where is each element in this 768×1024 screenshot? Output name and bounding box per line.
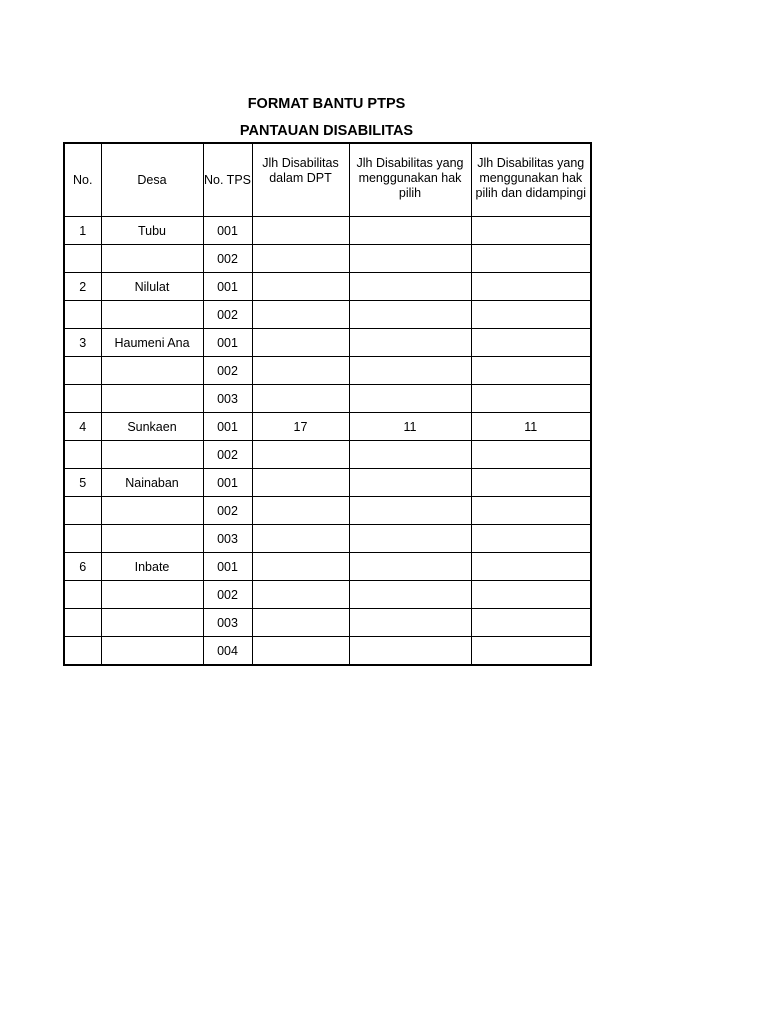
cell-didampingi [471,217,591,245]
cell-no: 2 [64,273,101,301]
cell-didampingi [471,525,591,553]
table-row [64,273,591,301]
cell-no-tps: 001 [203,217,252,245]
cell-hak-pilih: 11 [349,413,471,441]
cell-didampingi: 11 [471,413,591,441]
table-row [64,553,591,581]
cell-desa [101,581,203,609]
document-title: FORMAT BANTU PTPS [247,96,406,112]
cell-desa [101,609,203,637]
table-row [64,357,591,385]
cell-no-tps: 003 [203,385,252,413]
cell-no-tps: 003 [203,525,252,553]
table-row [64,637,591,666]
cell-desa [101,385,203,413]
cell-hak-pilih [349,525,471,553]
cell-didampingi [471,329,591,357]
cell-no-tps: 001 [203,273,252,301]
cell-dpt [252,245,349,273]
cell-no: 4 [64,413,101,441]
cell-no-tps: 002 [203,497,252,525]
header-desa: Desa [101,143,203,217]
table-row [64,301,591,329]
table-row [64,525,591,553]
document-subtitle: PANTAUAN DISABILITAS [239,123,414,139]
cell-hak-pilih [349,581,471,609]
cell-hak-pilih [349,329,471,357]
cell-dpt [252,357,349,385]
cell-no: 6 [64,553,101,581]
cell-hak-pilih [349,245,471,273]
cell-didampingi [471,469,591,497]
cell-no-tps: 001 [203,413,252,441]
cell-hak-pilih [349,441,471,469]
cell-desa [101,301,203,329]
cell-dpt [252,553,349,581]
cell-no-tps: 002 [203,245,252,273]
cell-desa: Sunkaen [101,413,203,441]
cell-didampingi [471,245,591,273]
cell-hak-pilih [349,357,471,385]
cell-didampingi [471,637,591,666]
cell-hak-pilih [349,217,471,245]
header-hak-pilih: Jlh Disabilitas yang menggunakan hak pilih [349,143,471,217]
header-didampingi: Jlh Disabilitas yang menggunakan hak pilih dan didampingi [471,143,591,217]
cell-no [64,637,101,666]
cell-hak-pilih [349,497,471,525]
cell-no-tps: 001 [203,469,252,497]
cell-desa: Inbate [101,553,203,581]
cell-didampingi [471,357,591,385]
cell-didampingi [471,497,591,525]
table-row [64,245,591,273]
table-row [64,385,591,413]
cell-desa: Nainaban [101,469,203,497]
cell-no [64,385,101,413]
table-row [64,441,591,469]
cell-dpt [252,637,349,666]
cell-no [64,245,101,273]
cell-desa: Nilulat [101,273,203,301]
cell-dpt [252,497,349,525]
cell-no [64,441,101,469]
cell-didampingi [471,273,591,301]
cell-dpt [252,525,349,553]
cell-desa [101,245,203,273]
table-row [64,217,591,245]
table-row [64,329,591,357]
cell-no-tps: 002 [203,441,252,469]
cell-dpt [252,273,349,301]
table-row [64,609,591,637]
cell-no [64,497,101,525]
cell-no: 5 [64,469,101,497]
cell-hak-pilih [349,637,471,666]
cell-dpt [252,301,349,329]
table-header-row [64,143,591,217]
header-dpt: Jlh Disabilitas dalam DPT [252,143,349,217]
table-row [64,413,591,441]
cell-didampingi [471,441,591,469]
cell-dpt [252,469,349,497]
cell-no [64,609,101,637]
cell-no: 1 [64,217,101,245]
cell-dpt [252,385,349,413]
cell-no [64,301,101,329]
cell-no-tps: 001 [203,329,252,357]
cell-hak-pilih [349,301,471,329]
cell-hak-pilih [349,609,471,637]
header-no: No. [64,143,101,217]
table-row [64,497,591,525]
cell-no-tps: 002 [203,581,252,609]
cell-no-tps: 003 [203,609,252,637]
cell-dpt [252,441,349,469]
cell-no [64,581,101,609]
cell-didampingi [471,553,591,581]
cell-no-tps: 002 [203,301,252,329]
cell-dpt [252,609,349,637]
cell-didampingi [471,385,591,413]
cell-didampingi [471,301,591,329]
cell-didampingi [471,609,591,637]
cell-didampingi [471,581,591,609]
cell-desa [101,357,203,385]
cell-desa: Tubu [101,217,203,245]
cell-hak-pilih [349,469,471,497]
cell-desa: Haumeni Ana [101,329,203,357]
cell-hak-pilih [349,385,471,413]
table-row [64,469,591,497]
disability-monitoring-table [63,142,592,666]
cell-dpt [252,581,349,609]
cell-desa [101,497,203,525]
cell-no: 3 [64,329,101,357]
cell-dpt: 17 [252,413,349,441]
cell-desa [101,637,203,666]
cell-dpt [252,329,349,357]
cell-no-tps: 002 [203,357,252,385]
table-row [64,581,591,609]
cell-desa [101,525,203,553]
cell-no-tps: 004 [203,637,252,666]
cell-desa [101,441,203,469]
cell-hak-pilih [349,273,471,301]
cell-dpt [252,217,349,245]
cell-hak-pilih [349,553,471,581]
header-no-tps: No. TPS [203,143,252,217]
cell-no [64,357,101,385]
cell-no [64,525,101,553]
cell-no-tps: 001 [203,553,252,581]
